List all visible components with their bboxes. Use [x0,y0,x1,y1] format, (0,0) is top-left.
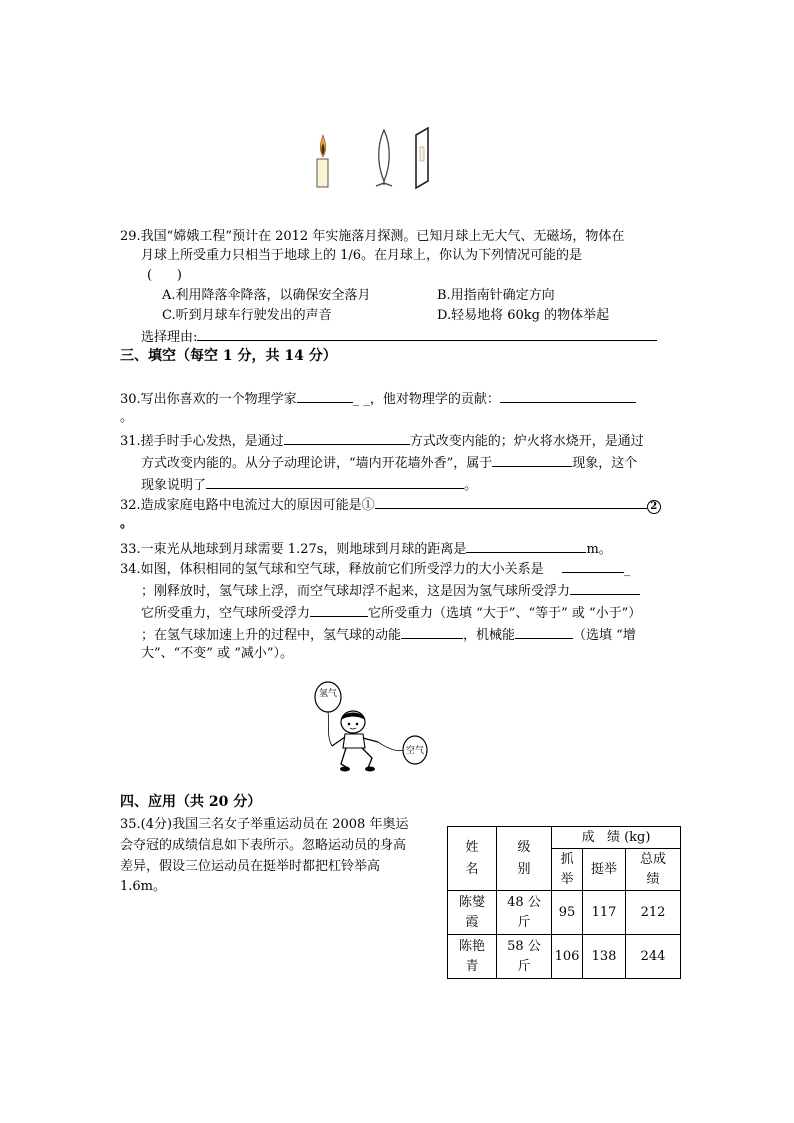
q35-line1: 35.(4分)我国三名女子举重运动员在 2008 年奥运 [120,817,409,832]
table-row [448,891,681,935]
q30-end: 。 [120,410,134,425]
q31-text1: 31.搓手时手心发热，是通过 [120,434,284,449]
q31-text2: 方式改变内能的；炉火将水烧开，是通过 [409,434,644,449]
q31-line1 [120,430,644,452]
row1-class [497,891,552,935]
q34-line1 [120,558,630,580]
q34-line3 [141,602,641,624]
q29-reason [141,326,657,348]
q31-text4: 现象，这个 [572,456,638,471]
header-jerk [583,849,626,891]
q29-answer-paren[interactable]: ( ) [147,268,182,283]
row1-jerk: 117 [583,891,626,935]
q29-option-b: B.用指南针确定方向 [437,288,555,303]
balloon-label-air: 空气 [405,746,425,756]
q34-text2: ；刚释放时，氢气球上浮，而空气球却浮不起来，这是因为氢气球所受浮力 [141,584,571,599]
q34-text3b: 它所受重力（选填 “大于”、“等于” 或 “小于”） [368,606,642,621]
q31-end: 。 [464,478,478,493]
q33-blank[interactable] [466,538,586,553]
row1-snatch: 95 [552,891,583,935]
q31-line2 [141,452,637,474]
row2-class [497,935,552,979]
q30-text2: ，他对物理学的贡献： [369,392,500,407]
q29-line2: 月球上所受重力只相当于地球上的 1/6。在月球上，你认为下列情况可能的是 [141,248,583,263]
header-jerk-text: 挺举 [590,862,617,877]
header-score [552,827,681,849]
screen-icon [416,128,428,188]
q31-blank3[interactable] [206,474,464,489]
q35-line4: 1.6m。 [120,879,167,894]
q34-blank3[interactable] [310,602,368,617]
q31-line3 [141,474,477,496]
q32-text1: 32.造成家庭电路中电流过大的原因可能是① [120,498,375,513]
optics-figure [310,125,440,190]
q34-line1-tail: _ [623,562,631,577]
q35-line3: 差异，假设三位运动员在挺举时都把杠铃举高 [120,859,381,874]
q33-line [120,538,612,560]
q33-unit: m。 [586,542,612,557]
hydrogen-balloon-icon [315,682,341,746]
q31-blank1[interactable] [284,430,410,445]
q31-text5: 现象说明了 [141,478,207,493]
balloon-label-hydrogen: 氢气 [318,689,338,699]
row2-name-text: 陈艳青 [458,938,485,974]
row2-class-text: 58 公斤 [507,938,541,974]
row2-snatch: 106 [552,935,583,979]
q34-line4 [141,624,636,646]
q33-text1: 33.一束光从地球到月球需要 1.27s，则地球到月球的距离是 [120,542,467,557]
q30-contribution-blank[interactable] [500,388,636,403]
q29-line1: 29.我国“嫦娥工程”预计在 2012 年实施落月探测。已知月球上无大气、无磁场，物体在 [120,229,625,244]
q35-line2: 会夺冠的成绩信息如下表所示。忽略运动员的身高 [120,838,407,853]
header-score-text: 成 绩 (kg) [581,830,651,845]
row2-total: 244 [626,935,681,979]
q30-physicist-blank[interactable] [297,388,353,403]
row2-name [448,935,497,979]
section3-title: 三、填空（每空 1 分，共 14 分） [120,348,337,364]
boy-icon [332,711,378,772]
candle-icon [317,135,328,187]
q31-blank2[interactable] [492,452,572,467]
header-name [448,827,497,891]
q31-text3: 方式改变内能的。从分子动理论讲，“墙内开花墙外香”，属于 [141,456,493,471]
section4-title: 四、应用（共 20 分） [120,794,262,810]
row1-name-text: 陈燮霞 [458,894,485,930]
header-snatch [552,849,583,891]
q29-option-d: D.轻易地将 60kg 的物体举起 [437,308,610,323]
header-snatch-text: 抓举 [560,851,574,887]
row1-total: 212 [626,891,681,935]
q34-blank2[interactable] [570,580,640,595]
header-class-text: 级别 [517,839,531,877]
q29-reason-label: 选择理由: [141,330,198,345]
q29-option-a: A.利用降落伞降落，以确保安全落月 [162,288,371,303]
q30-text1: 30.写出你喜欢的一个物理学家 [120,392,297,407]
q34-blank1[interactable] [562,558,624,573]
row2-jerk: 138 [583,935,626,979]
q29-reason-blank[interactable] [197,326,657,341]
q34-text4a: ；在氢气球加速上升的过程中，氢气球的动能 [141,628,402,643]
convex-lens-icon [376,130,392,186]
header-class [497,827,552,891]
q32-line [120,494,661,516]
q34-text1: 34.如图，体积相同的氢气球和空气球，释放前它们所受浮力的大小关系是 [120,562,544,577]
q32-end: 。 [120,516,134,531]
table-row [448,935,681,979]
q30-blank-tail: _ _ [352,392,370,407]
q34-text3a: 它所受重力，空气球所受浮力 [141,606,311,621]
q32-blank1[interactable] [375,494,647,509]
q34-line5: 大”、“不变” 或 “减小”）。 [141,646,293,661]
q34-blank5[interactable] [515,624,573,639]
header-total [626,849,681,891]
q34-line2 [141,580,640,602]
q34-blank4[interactable] [401,624,463,639]
header-total-text: 总成绩 [639,851,666,887]
q34-text4b: ，机械能 [463,628,516,643]
q32-circle-2: 2 [647,500,661,514]
air-balloon-icon [378,736,427,764]
q34-text4c: （选填 “增 [573,628,636,643]
header-name-text: 姓名 [465,839,479,877]
balloon-figure [308,680,438,775]
row1-name [448,891,497,935]
scores-table [447,826,681,979]
q30-line [120,388,636,410]
q29-option-c: C.听到月球车行驶发出的声音 [162,308,332,323]
row1-class-text: 48 公斤 [507,894,541,930]
